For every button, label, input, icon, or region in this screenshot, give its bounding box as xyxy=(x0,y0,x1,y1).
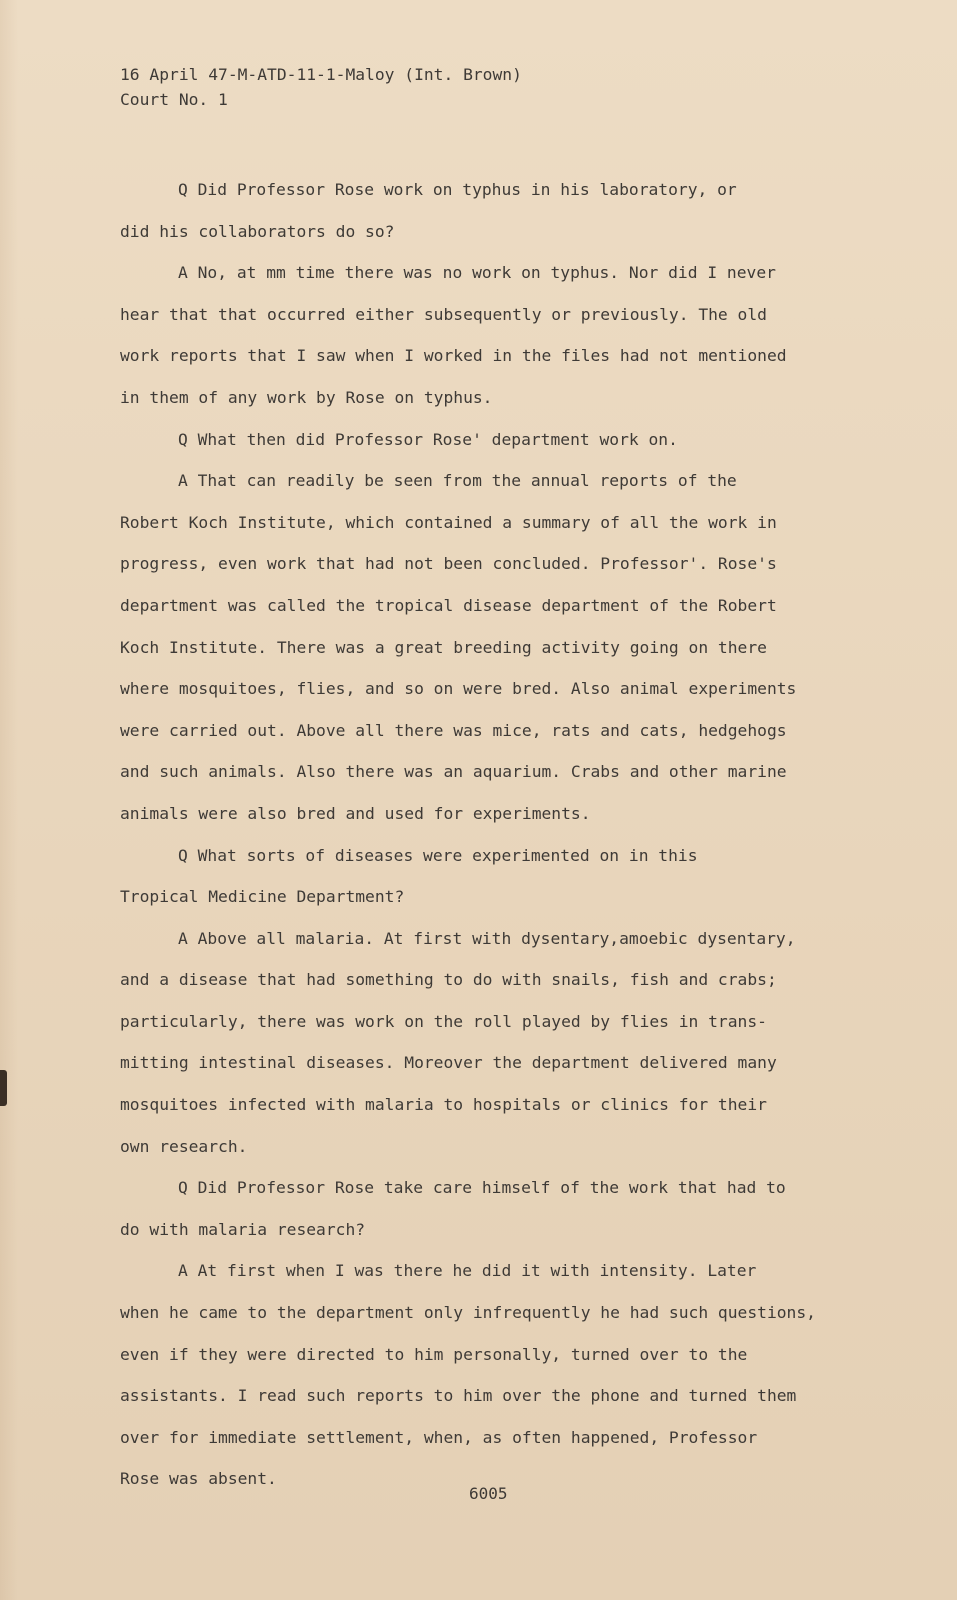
page-number: 6005 xyxy=(469,1484,508,1503)
question-paragraph: Q What then did Professor Rose' department work on. xyxy=(178,429,678,449)
binding-edge-mark xyxy=(0,1070,7,1106)
answer-paragraph: A Above all malaria. At first with dysentary,amoebic dysentary, and a disease that had something to do with snails, fish and crabs; particularly, there was work on the roll played by flies in trans- mitting intestinal diseases. Moreover the department delivered many mosquitoes infected with malaria to hospitals or clinics for their own research. xyxy=(120,928,796,1156)
question-paragraph: Q What sorts of diseases were experimented on in this Tropical Medicine Department? xyxy=(120,845,698,907)
answer-paragraph: A No, at mm time there was no work on typhus. Nor did I never hear that that occurred either subsequently or previously. The old work reports that I saw when I worked in the files had not mentioned in them of any work by Rose on typhus. xyxy=(120,263,787,407)
question-paragraph: Q Did Professor Rose work on typhus in his laboratory, or did his collaborators do so? xyxy=(120,180,737,241)
transcript-body xyxy=(120,62,855,1500)
answer-paragraph: A That can readily be seen from the annual reports of the Robert Koch Institute, which contained a summary of all the work in progress, even work that had not been concluded. Professor'. Rose's department was called the tropical disease department of the Robert Koch Institute. There was a great breeding activity going on there where mosquitoes, flies, and so on were bred. Also animal experiments were carried out. Above all there was mice, rats and cats, hedgehogs and such animals. Also there was an aquarium. Crabs and other marine animals were also bred and used for experiments. xyxy=(120,471,797,823)
document-header-date-reference: 16 April 47-M-ATD-11-1-Maloy (Int. Brown) xyxy=(120,65,522,84)
document-header-court: Court No. 1 xyxy=(120,90,228,109)
question-paragraph: Q Did Professor Rose take care himself of the work that had to do with malaria research? xyxy=(120,1178,786,1239)
testimony-text xyxy=(120,169,855,1500)
answer-paragraph: A At first when I was there he did it with intensity. Later when he came to the department only infrequently he had such questions, even if they were directed to him personally, turned over to the assistants. I read such reports to him over the phone and turned them over for immediate settlement, when, as often happened, Professor Rose was absent. xyxy=(120,1261,816,1489)
